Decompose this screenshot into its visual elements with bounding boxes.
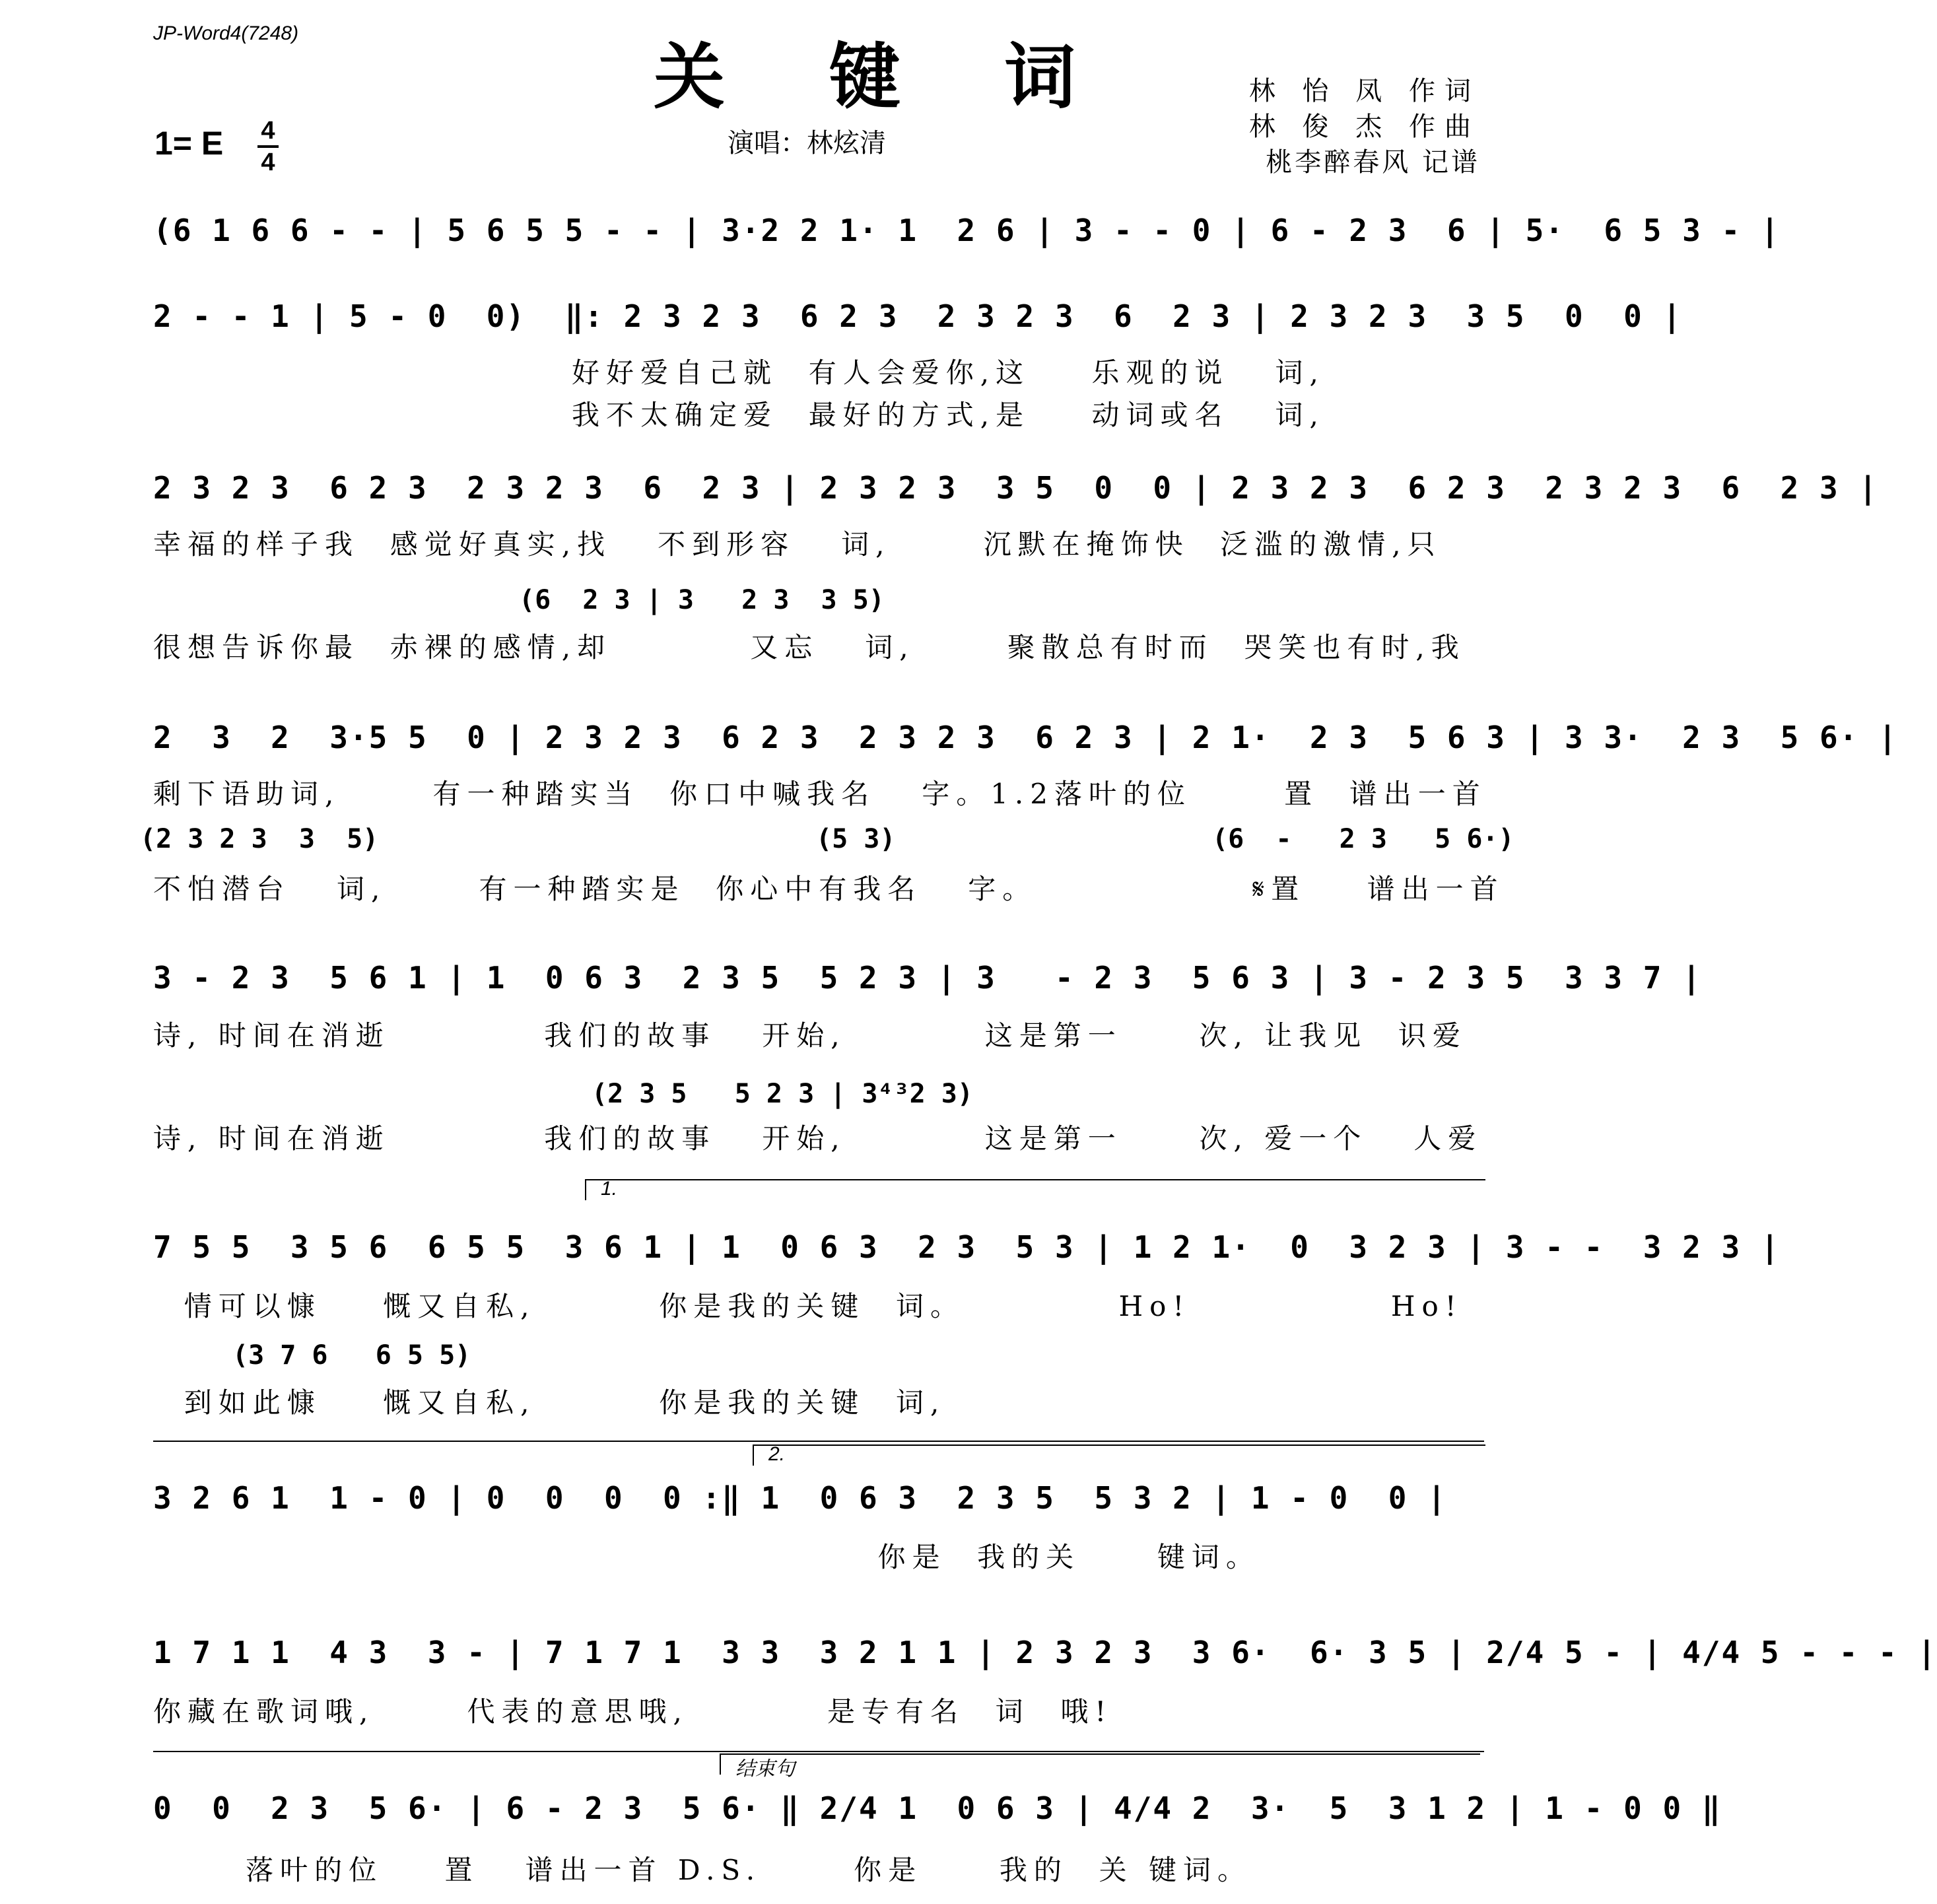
- volta-first-ending: [585, 1179, 1485, 1200]
- time-signature-bottom: 4: [261, 149, 275, 176]
- time-signature-top: 4: [261, 117, 275, 145]
- lyric-line-4b: 不怕潜台 词, 有一种踏实是 你心中有我名 字。 𝄋置 谱出一首: [153, 873, 1505, 905]
- notation-line-5: 3 - 2 3 5 6 1 | 1 0 6 3 2 3 5 5 2 3 | 3 - 2 3 5 6 3 | 3 - 2 3 5 3 3 7 |: [153, 960, 1702, 996]
- volta-first-label: 1.: [601, 1178, 618, 1200]
- lyric-line-4a: 剩下语助词, 有一种踏实当 你口中喊我名 字。1.2落叶的位 置 谱出一首: [153, 778, 1487, 810]
- transcriber-credit: 桃李醉春风 记谱: [1266, 147, 1480, 178]
- notation-line-4: 2 3 2 3·5 5 0 | 2 3 2 3 6 2 3 2 3 2 3 6 2 3 | 2 1· 2 3 5 6 3 | 3 3· 2 3 5 6· |: [153, 720, 1898, 755]
- alt-notation-6: (3 7 6 6 5 5): [232, 1340, 471, 1371]
- lyric-line-6b: 到如此慷 慨又自私, 你是我的关键 词,: [153, 1386, 946, 1419]
- volta-ending-label: 结束句: [735, 1758, 795, 1780]
- alt-notation-4c: (6 - 2 3 5 6·): [1212, 824, 1514, 854]
- lyric-line-9: 落叶的位 置 谱出一首 D.S. 你是 我的 关 键词。: [153, 1854, 1252, 1886]
- lyric-line-2a: 好好爱自己就 有人会爱你,这 乐观的说 词,: [572, 357, 1325, 389]
- singer-credit: 演唱：林炫清: [728, 128, 886, 158]
- notation-line-2: 2 - - 1 | 5 - 0 0) ‖: 2 3 2 3 6 2 3 2 3 2 3 6 2 3 | 2 3 2 3 3 5 0 0 |: [153, 298, 1683, 334]
- key-signature: 1= E: [154, 125, 224, 162]
- lyric-line-3b: 很想告诉你最 赤裸的感情,却 又忘 词, 聚散总有时而 哭笑也有时,我: [153, 631, 1466, 663]
- alt-notation-5: (2 3 5 5 2 3 | 3⁴³2 3): [592, 1079, 973, 1109]
- alt-notation-4b: (5 3): [816, 824, 896, 854]
- notation-line-1: (6 1 6 6 - - | 5 6 5 5 - - | 3·2 2 1· 1 2 6 | 3 - - 0 | 6 - 2 3 6 | 5· 6 5 3 - |: [153, 213, 1781, 248]
- source-id: JP-Word4(7248): [153, 22, 299, 44]
- extension-line-7: [153, 1441, 1484, 1442]
- lyric-line-7: 你是 我的关 键词。: [153, 1541, 1260, 1573]
- notation-line-9: 0 0 2 3 5 6· | 6 - 2 3 5 6· ‖ 2/4 1 0 6 3 | 4/4 2 3· 5 3 1 2 | 1 - 0 0 ‖: [153, 1790, 1722, 1826]
- alt-notation-4a: (2 3 2 3 3 5): [140, 824, 379, 854]
- extension-line-9: [153, 1751, 1484, 1752]
- lyric-line-5a: 诗, 时间在消逝 我们的故事 开始, 这是第一 次, 让我见 识爱: [153, 1019, 1467, 1052]
- notation-line-7: 3 2 6 1 1 - 0 | 0 0 0 0 :‖ 1 0 6 3 2 3 5 5 3 2 | 1 - 0 0 |: [153, 1480, 1447, 1516]
- volta-ending-phrase: [720, 1753, 1480, 1780]
- alt-notation-3: (6 2 3 | 3 2 3 3 5): [519, 585, 885, 615]
- volta-second-label: 2.: [768, 1443, 786, 1465]
- volta-second-ending: [753, 1445, 1485, 1466]
- time-signature: [255, 118, 281, 176]
- lyric-line-6a: 情可以慷 慨又自私, 你是我的关键 词。 Ho! Ho!: [153, 1290, 1463, 1322]
- composer-credit: 林 俊 杰 作曲: [1248, 112, 1480, 142]
- lyric-line-2b: 我不太确定爱 最好的方式,是 动词或名 词,: [572, 399, 1325, 431]
- song-title: 关 键 词: [654, 36, 1116, 119]
- lyric-line-8: 你藏在歌词哦, 代表的意思哦, 是专有名 词 哦!: [153, 1695, 1113, 1728]
- time-signature-bar: [257, 145, 279, 148]
- lyric-line-5b: 诗, 时间在消逝 我们的故事 开始, 这是第一 次, 爱一个 人爱: [153, 1122, 1483, 1155]
- notation-line-3: 2 3 2 3 6 2 3 2 3 2 3 6 2 3 | 2 3 2 3 3 5 0 0 | 2 3 2 3 6 2 3 2 3 2 3 6 2 3 |: [153, 470, 1879, 506]
- notation-line-8: 1 7 1 1 4 3 3 - | 7 1 7 1 3 3 3 2 1 1 | 2 3 2 3 3 6· 6· 3 5 | 2/4 5 - | 4/4 5 - - - |: [153, 1635, 1937, 1670]
- lyricist-credit: 林 怡 凤 作词: [1248, 76, 1480, 106]
- notation-line-6: 7 5 5 3 5 6 6 5 5 3 6 1 | 1 0 6 3 2 3 5 3 | 1 2 1· 0 3 2 3 | 3 - - 3 2 3 |: [153, 1229, 1781, 1265]
- lyric-line-3a: 幸福的样子我 感觉好真实,找 不到形容 词, 沉默在掩饰快 泛滥的激情,只: [153, 528, 1442, 561]
